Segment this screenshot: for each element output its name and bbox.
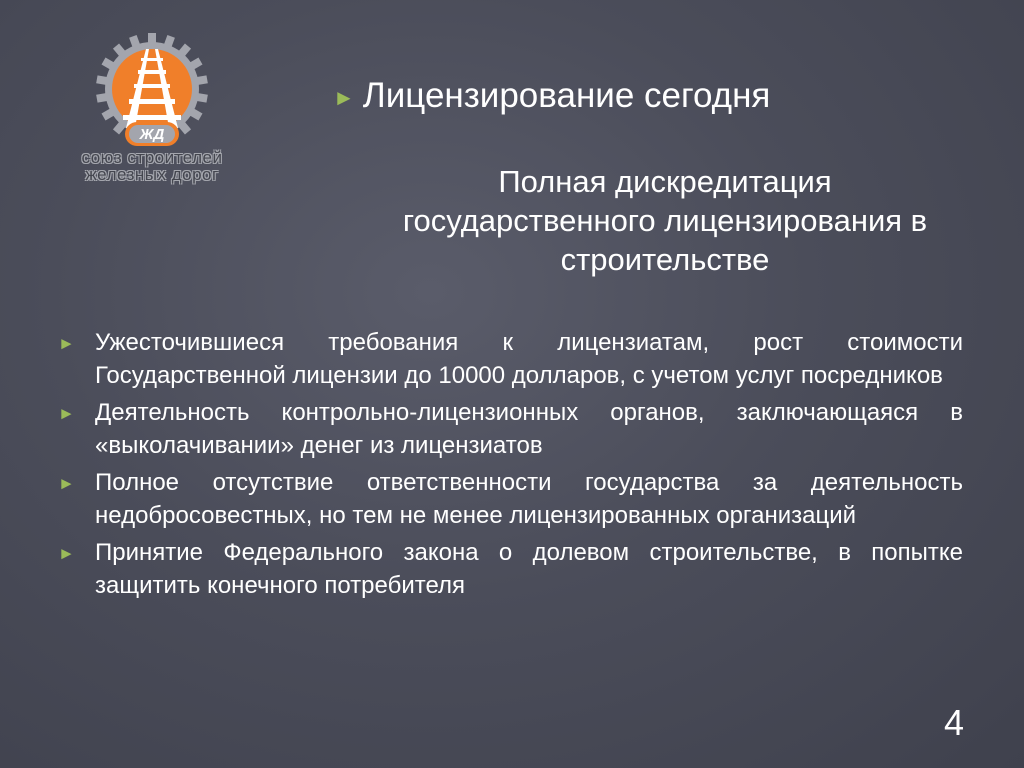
bullet-arrow-icon: ► bbox=[58, 404, 75, 423]
page-number: 4 bbox=[943, 702, 964, 743]
org-name-line1: союз строителей bbox=[81, 148, 223, 167]
bullet-arrow-icon: ► bbox=[58, 474, 75, 493]
bullet-item bbox=[58, 326, 963, 392]
organization-name bbox=[52, 149, 252, 183]
bullet-item bbox=[58, 536, 963, 602]
bullet-text: Принятие Федерального закона о долевом строительстве, в попытке защитить конечного потребителя bbox=[95, 539, 963, 599]
title-text: Лицензирование сегодня bbox=[362, 76, 771, 115]
bullet-list bbox=[58, 326, 963, 606]
subtitle-line1: Полная дискредитация bbox=[498, 164, 832, 199]
bullet-arrow-icon: ► bbox=[58, 334, 75, 353]
bullet-item bbox=[58, 396, 963, 462]
org-name-line2: железных дорог bbox=[85, 165, 219, 184]
railway-gear-emblem-icon bbox=[95, 32, 209, 146]
logo bbox=[52, 32, 252, 192]
emblem-text: ЖД bbox=[139, 126, 165, 143]
bullet-text: Полное отсутствие ответственности государства за деятельность недобросовестных, но тем не менее лицензированных организаций bbox=[95, 469, 963, 529]
bullet-text: Деятельность контрольно-лицензионных органов, заключающаяся в «выколачивании» денег из лицензиатов bbox=[95, 399, 963, 459]
slide-title bbox=[333, 74, 770, 118]
bullet-item bbox=[58, 466, 963, 532]
subtitle-line3: строительстве bbox=[560, 242, 770, 277]
title-arrow-icon: ► bbox=[333, 85, 355, 110]
bullet-text: Ужесточившиеся требования к лицензиатам, рост стоимости Государственной лицензии до 10000 долларов, с учетом услуг посредников bbox=[95, 329, 963, 389]
slide-subtitle bbox=[360, 162, 970, 279]
bullet-arrow-icon: ► bbox=[58, 544, 75, 563]
subtitle-line2: государственного лицензирования в bbox=[402, 203, 928, 238]
